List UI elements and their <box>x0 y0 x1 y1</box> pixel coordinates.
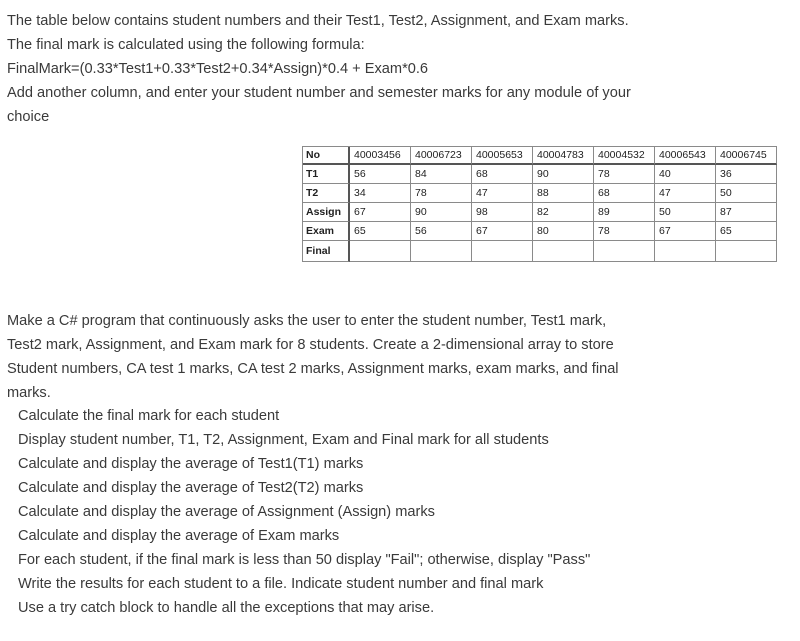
mark-cell: 78 <box>411 184 472 203</box>
mark-cell: 67 <box>350 203 411 222</box>
student-number-cell: 40003456 <box>350 147 411 165</box>
task-line: Student numbers, CA test 1 marks, CA test 2 marks, Assignment marks, exam marks, and final <box>7 361 619 377</box>
mark-cell: 34 <box>350 184 411 203</box>
formula-line: FinalMark=(0.33*Test1+0.33*Test2+0.34*Assign)*0.4 + Exam*0.6 <box>7 61 429 77</box>
list-item: Write the results for each student to a file. Indicate student number and final mark <box>18 576 544 592</box>
table-row <box>303 165 777 184</box>
mark-cell: 47 <box>472 184 533 203</box>
student-number-cell: 40006543 <box>655 147 716 165</box>
intro-line: The final mark is calculated using the following formula: <box>7 37 365 53</box>
task-line: marks. <box>7 385 51 401</box>
intro-section <box>7 9 787 129</box>
mark-cell: 65 <box>716 222 777 241</box>
student-number-cell: 40005653 <box>472 147 533 165</box>
student-number-cell: 40004783 <box>533 147 594 165</box>
mark-cell: 90 <box>533 165 594 184</box>
empty-final-cell <box>472 241 533 262</box>
task-description <box>7 309 787 405</box>
mark-cell: 67 <box>655 222 716 241</box>
student-number-cell: 40006745 <box>716 147 777 165</box>
final-row <box>303 241 777 262</box>
mark-cell: 82 <box>533 203 594 222</box>
mark-cell: 78 <box>594 165 655 184</box>
table-row <box>303 203 777 222</box>
list-item: Calculate and display the average of Test1(T1) marks <box>18 456 364 472</box>
empty-final-cell <box>533 241 594 262</box>
mark-cell: 56 <box>350 165 411 184</box>
task-line: Test2 mark, Assignment, and Exam mark for 8 students. Create a 2-dimensional array to store <box>7 337 614 353</box>
row-label-cell: Exam <box>303 222 350 241</box>
mark-cell: 80 <box>533 222 594 241</box>
list-item: Display student number, T1, T2, Assignment, Exam and Final mark for all students <box>18 432 549 448</box>
list-item: Calculate and display the average of Exam marks <box>18 528 340 544</box>
table-row <box>303 222 777 241</box>
mark-cell: 67 <box>472 222 533 241</box>
row-label-cell: T1 <box>303 165 350 184</box>
empty-final-cell <box>716 241 777 262</box>
list-item: Calculate and display the average of Assignment (Assign) marks <box>18 504 435 520</box>
marks-table <box>302 146 777 262</box>
empty-final-cell <box>350 241 411 262</box>
mark-cell: 68 <box>594 184 655 203</box>
mark-cell: 50 <box>655 203 716 222</box>
mark-cell: 68 <box>472 165 533 184</box>
table-header-row <box>303 147 777 165</box>
row-label-cell: Assign <box>303 203 350 222</box>
list-item: Calculate the final mark for each student <box>18 408 280 424</box>
row-label-cell: T2 <box>303 184 350 203</box>
empty-final-cell <box>411 241 472 262</box>
table-row <box>303 184 777 203</box>
task-line: Make a C# program that continuously asks the user to enter the student number, Test1 mark, <box>7 313 607 329</box>
student-number-cell: 40004532 <box>594 147 655 165</box>
list-item: Calculate and display the average of Test2(T2) marks <box>18 480 364 496</box>
mark-cell: 50 <box>716 184 777 203</box>
list-item: Use a try catch block to handle all the exceptions that may arise. <box>18 600 435 616</box>
requirements-list <box>18 404 788 620</box>
empty-final-cell <box>594 241 655 262</box>
marks-table-container <box>302 146 777 262</box>
mark-cell: 47 <box>655 184 716 203</box>
list-item: For each student, if the final mark is less than 50 display "Fail"; otherwise, display "Pass" <box>18 552 591 568</box>
mark-cell: 84 <box>411 165 472 184</box>
mark-cell: 36 <box>716 165 777 184</box>
row-label-cell: Final <box>303 241 350 262</box>
mark-cell: 65 <box>350 222 411 241</box>
mark-cell: 88 <box>533 184 594 203</box>
intro-line: Add another column, and enter your student number and semester marks for any module of your <box>7 85 631 101</box>
student-number-cell: 40006723 <box>411 147 472 165</box>
intro-line: The table below contains student numbers and their Test1, Test2, Assignment, and Exam marks. <box>7 13 629 29</box>
mark-cell: 56 <box>411 222 472 241</box>
mark-cell: 40 <box>655 165 716 184</box>
mark-cell: 87 <box>716 203 777 222</box>
empty-final-cell <box>655 241 716 262</box>
mark-cell: 89 <box>594 203 655 222</box>
intro-line: choice <box>7 109 50 125</box>
mark-cell: 98 <box>472 203 533 222</box>
mark-cell: 90 <box>411 203 472 222</box>
mark-cell: 78 <box>594 222 655 241</box>
header-label-cell: No <box>303 147 350 165</box>
